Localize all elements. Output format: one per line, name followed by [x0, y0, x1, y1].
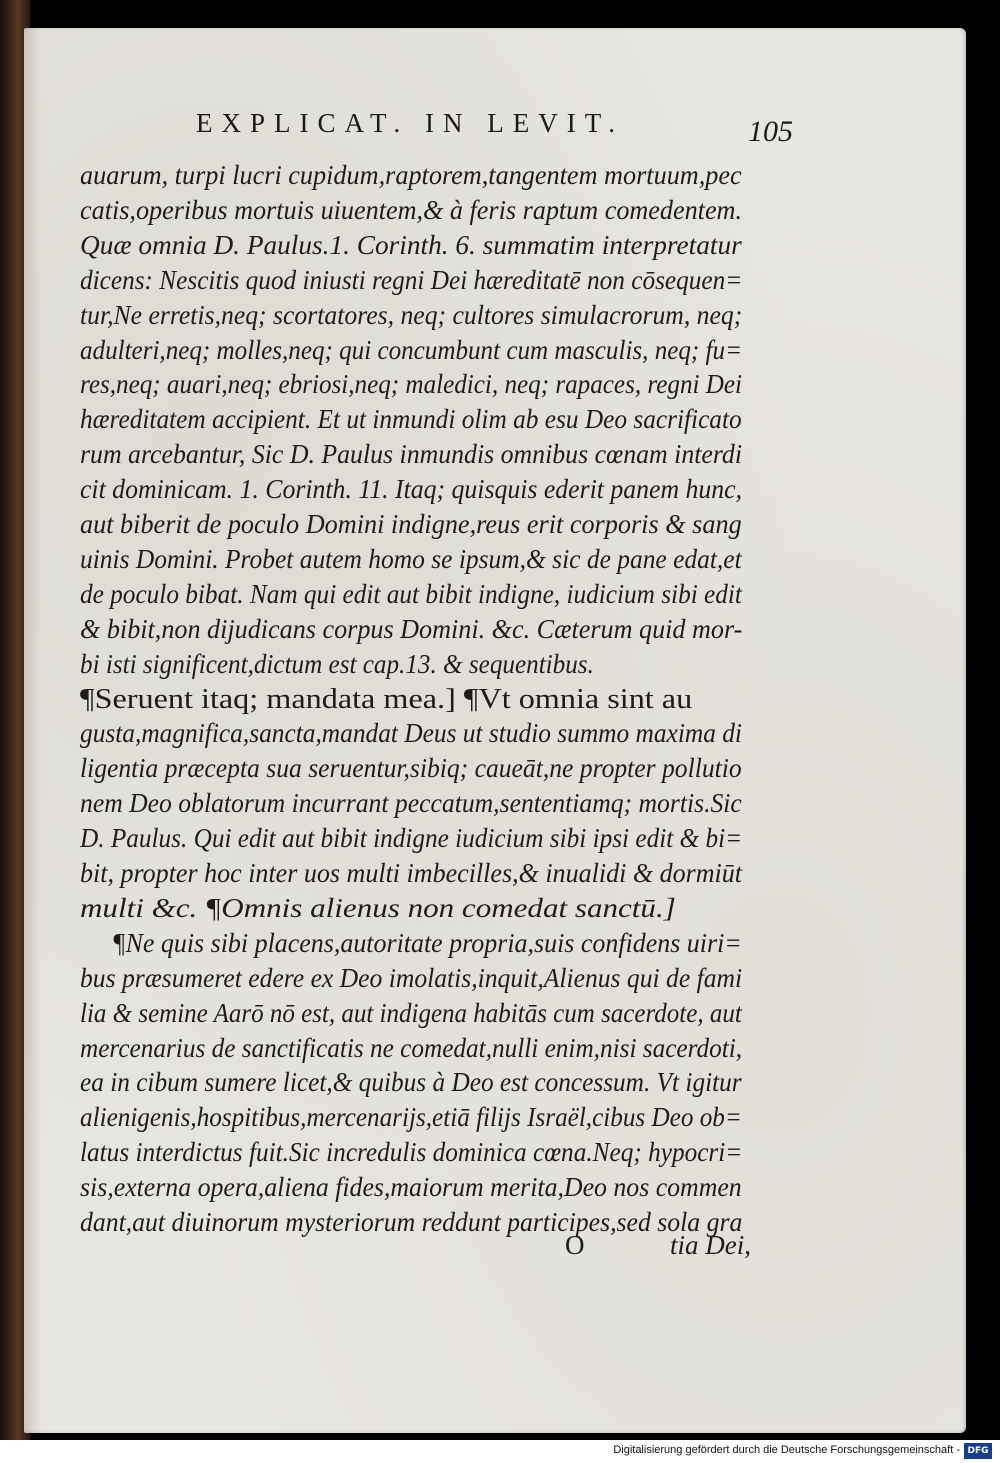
text-line: bit, propter hoc inter uos multi imbecilles,& inualidi & dormiūt	[80, 858, 743, 888]
text-line: D. Paulus. Qui edit aut bibit indigne iudicium sibi ipsi edit & bi=	[80, 823, 743, 854]
text-line: Quæ omnia D. Paulus.1. Corinth. 6. summatim interpretatur	[80, 229, 742, 260]
text-line: bi isti significent,dictum est cap.13. & sequentibus.	[80, 648, 594, 679]
dfg-logo-icon: DFG	[964, 1443, 992, 1459]
text-line: ¶Seruent itaq; mandata mea.] ¶Vt omnia sint au	[80, 683, 693, 715]
text-line: de poculo bibat. Nam qui edit aut bibit indigne, iudicium sibi edit	[80, 578, 742, 609]
text-line: bus præsumeret edere ex Deo imolatis,inquit,Alienus qui de fami	[80, 962, 743, 993]
credit-text: Digitalisierung gefördert durch die Deutsche Forschungsgemeinschaft -	[613, 1444, 960, 1456]
digitization-credit-bar	[0, 1440, 1000, 1463]
text-line: latus interdictus fuit.Sic incredulis dominica cœna.Neq; hypocri=	[80, 1137, 743, 1168]
text-line: dicens: Nescitis quod iniusti regni Dei hæreditatē non cōsequen=	[80, 264, 743, 295]
text-line: ligentia præcepta sua seruentur,sibiq; caueāt,ne propter pollutio	[80, 753, 742, 784]
running-head: EXPLICAT. IN LEVIT.	[196, 108, 624, 138]
text-line: lia & semine Aarō nō est, aut indigena habitās cum sacerdote, aut	[80, 997, 742, 1028]
text-line: nem Deo oblatorum incurrant peccatum,sententiamq; mortis.Sic	[80, 788, 742, 819]
text-line: res,neq; auari,neq; ebriosi,neq; maledici, neq; rapaces, regni Dei	[80, 369, 743, 400]
text-line: auarum, turpi lucri cupidum,raptorem,tangentem mortuum,pec	[80, 160, 742, 190]
text-line: catis,operibus mortuis uiuentem,& à feris raptum comedentem.	[80, 194, 743, 225]
text-line: gusta,magnifica,sancta,mandat Deus ut studio summo maxima di	[80, 718, 742, 749]
page-number: 105	[748, 115, 793, 148]
text-line: ¶Ne quis sibi placens,autoritate propria,suis confidens uiri=	[112, 927, 742, 958]
text-line: rum arcebantur, Sic D. Paulus inmundis omnibus cœnam interdi	[80, 439, 743, 470]
text-line: aut biberit de poculo Domini indigne,reus erit corporis & sang	[80, 509, 742, 539]
text-line: dant,aut diuinorum mysteriorum reddunt participes,sed sola gra	[80, 1207, 743, 1237]
text-line: adulteri,neq; molles,neq; qui concumbunt cum masculis, neq; fu=	[80, 334, 742, 365]
text-line: cit dominicam. 1. Corinth. 11. Itaq; quisquis ederit panem hunc,	[80, 474, 743, 505]
text-line: ea in cibum sumere licet,& quibus à Deo est concessum. Vt igitur	[80, 1067, 742, 1098]
catchword: tia Dei,	[670, 1230, 751, 1260]
text-line: alienigenis,hospitibus,mercenarijs,etiā filijs Israël,cibus Deo ob=	[80, 1102, 742, 1133]
text-line: sis,externa opera,aliena fides,maiorum merita,Deo nos commen	[80, 1172, 742, 1203]
text-line: tur,Ne erretis,neq; scortatores, neq; cultores simulacrorum, neq;	[80, 299, 743, 330]
text-line: hæreditatem accipient. Et ut inmundi olim ab esu Deo sacrificato	[80, 404, 742, 435]
signature-mark: O	[565, 1230, 585, 1260]
text-line: & bibit,non dijudicans corpus Domini. &c. Cæterum quid mor-	[80, 613, 743, 644]
text-line: mercenarius de sanctificatis ne comedat,nulli enim,nisi sacerdoti,	[80, 1032, 743, 1063]
text-line: multi &c. ¶Omnis alienus non comedat sanctū.]	[80, 892, 676, 923]
text-line: uinis Domini. Probet autem homo se ipsum,& sic de pane edat,et	[80, 543, 742, 574]
